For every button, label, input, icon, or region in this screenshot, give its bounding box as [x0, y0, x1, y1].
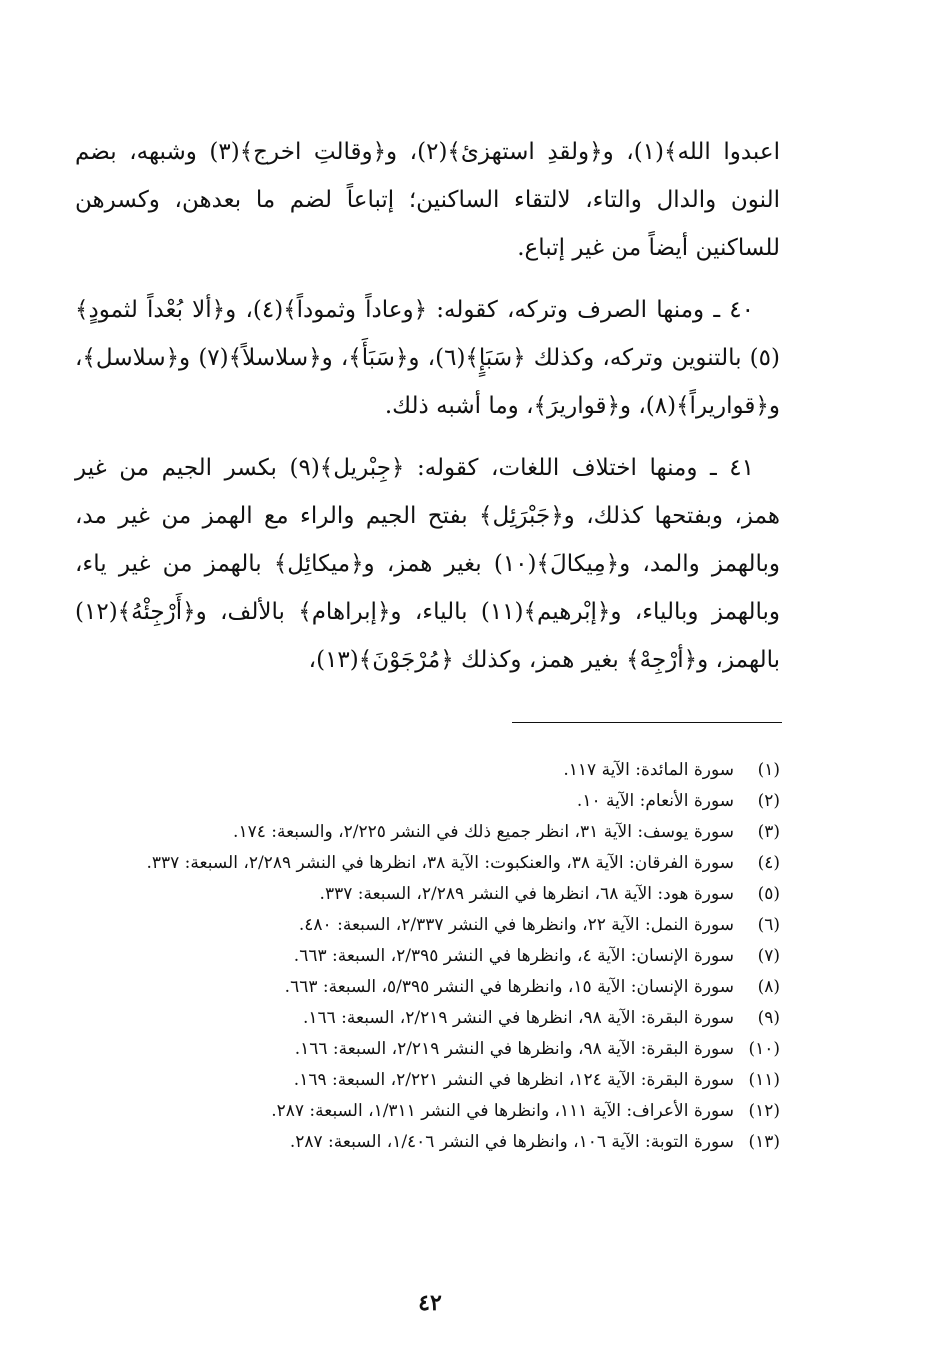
footnote-number: (٣)	[757, 822, 780, 842]
footnote-number: (٤)	[757, 853, 780, 873]
footnote	[70, 1003, 780, 1034]
paragraph: اعبدوا الله﴾(١)، و﴿ولقدِ استهزئ﴾(٢)، و﴿وقالتِ اخرج﴾(٣) وشبهه، بضم النون والدال والتاء، لالتقاء الساكنين؛ إتباعاً لضم ما بعدهن، وكسرهن للساكنين أيضاً من غير إتباع.	[75, 139, 780, 261]
footnote	[70, 972, 780, 1003]
footnote-text: سورة الإنسان: الآية ١٥، وانظرها في النشر ٥/٣٩٥، السبعة: ٦٦٣.	[284, 977, 734, 997]
footnote-number: (١٣)	[748, 1132, 780, 1152]
footnote-text: سورة التوبة: الآية ١٠٦، وانظرها في النشر ١/٤٠٦، السبعة: ٢٨٧.	[289, 1132, 734, 1152]
footnote-divider	[512, 722, 782, 723]
footnote-text: سورة البقرة: الآية ٩٨، وانظرها في النشر ٢/٢١٩، السبعة: ١٦٦.	[294, 1039, 734, 1059]
footnote-number: (٨)	[757, 977, 780, 997]
footnote	[70, 1065, 780, 1096]
footnote-text: سورة يوسف: الآية ٣١، انظر جميع ذلك في النشر ٢/٢٢٥، والسبعة: ١٧٤.	[233, 822, 734, 842]
footnote	[70, 1127, 780, 1158]
footnote-number: (٥)	[757, 884, 780, 904]
footnote-text: سورة الفرقان: الآية ٣٨، والعنكبوت: الآية ٣٨، انظرها في النشر ٢/٢٨٩، السبعة: ٣٣٧.	[146, 853, 734, 873]
footnote-number: (١٢)	[748, 1101, 780, 1121]
main-text	[75, 128, 780, 684]
footnote	[70, 817, 780, 848]
footnote-text: سورة النمل: الآية ٢٢، وانظرها في النشر ٢/٣٣٧، السبعة: ٤٨٠.	[298, 915, 734, 935]
footnote	[70, 786, 780, 817]
footnote-number: (١)	[757, 760, 780, 780]
footnote-text: سورة البقرة: الآية ٩٨، انظرها في النشر ٢/٢١٩، السبعة: ١٦٦.	[302, 1008, 734, 1028]
footnote-number: (١١)	[748, 1070, 780, 1090]
footnote	[70, 1034, 780, 1065]
footnote-number: (٢)	[757, 791, 780, 811]
footnote	[70, 755, 780, 786]
footnote	[70, 941, 780, 972]
footnote-number: (١٠)	[748, 1039, 780, 1059]
footnote-text: سورة البقرة: الآية ١٢٤، انظرها في النشر ٢/٢٢١، السبعة: ١٦٩.	[293, 1070, 734, 1090]
footnote-text: سورة الأعراف: الآية ١١١، وانظرها في النشر ١/٣١١، السبعة: ٢٨٧.	[271, 1101, 734, 1121]
footnote-text: سورة الإنسان: الآية ٤، وانظرها في النشر ٢/٣٩٥، السبعة: ٦٦٣.	[293, 946, 734, 966]
paragraph: ٤٠ ـ ومنها الصرف وتركه، كقوله: ﴿وعاداً وثموداً﴾(٤)، و﴿ألا بُعْداً لثمودٍ﴾(٥) بالتنوين وتركه، وكذلك ﴿سَبَإٍ﴾(٦)، و﴿سَبَأَ﴾، و﴿سلاسلاً﴾(٧) و﴿سلاسل﴾، و﴿قواريراً﴾(٨)، و﴿قواريرَ﴾، وما أشبه ذلك.	[75, 297, 780, 419]
footnote	[70, 848, 780, 879]
footnote	[70, 879, 780, 910]
footnote	[70, 1096, 780, 1127]
footnote-number: (٦)	[757, 915, 780, 935]
footnote	[70, 910, 780, 941]
footnote-number: (٩)	[757, 1008, 780, 1028]
footnote-text: سورة المائدة: الآية ١١٧.	[563, 760, 734, 780]
paragraph: ٤١ ـ ومنها اختلاف اللغات، كقوله: ﴿جِبْريل﴾(٩) بكسر الجيم من غير همز، وبفتحها كذلك، و﴿جَبْرَئِل﴾ بفتح الجيم والراء مع الهمز من غير مد، وبالهمز والمد، و﴿مِيكالَ﴾(١٠) بغير همز، و﴿ميكائِل﴾ بالهمز من غير ياء، وبالهمز وبالياء، و﴿إبْرهيم﴾(١١) بالياء، و﴿إبراهام﴾ بالألف، و﴿أَرْجِئْهُ﴾(١٢) بالهمز، و﴿أرْجِهْ﴾ بغير همز، وكذلك ﴿مُرْجَوْنَ﴾(١٣)،	[75, 455, 780, 673]
footnote-number: (٧)	[757, 946, 780, 966]
footnote-text: سورة هود: الآية ٦٨، انظرها في النشر ٢/٢٨٩، السبعة: ٣٣٧.	[319, 884, 734, 904]
footnote-text: سورة الأنعام: الآية ١٠.	[576, 791, 734, 811]
footnotes	[70, 755, 780, 1158]
page-number: ٤٢	[418, 1290, 442, 1316]
